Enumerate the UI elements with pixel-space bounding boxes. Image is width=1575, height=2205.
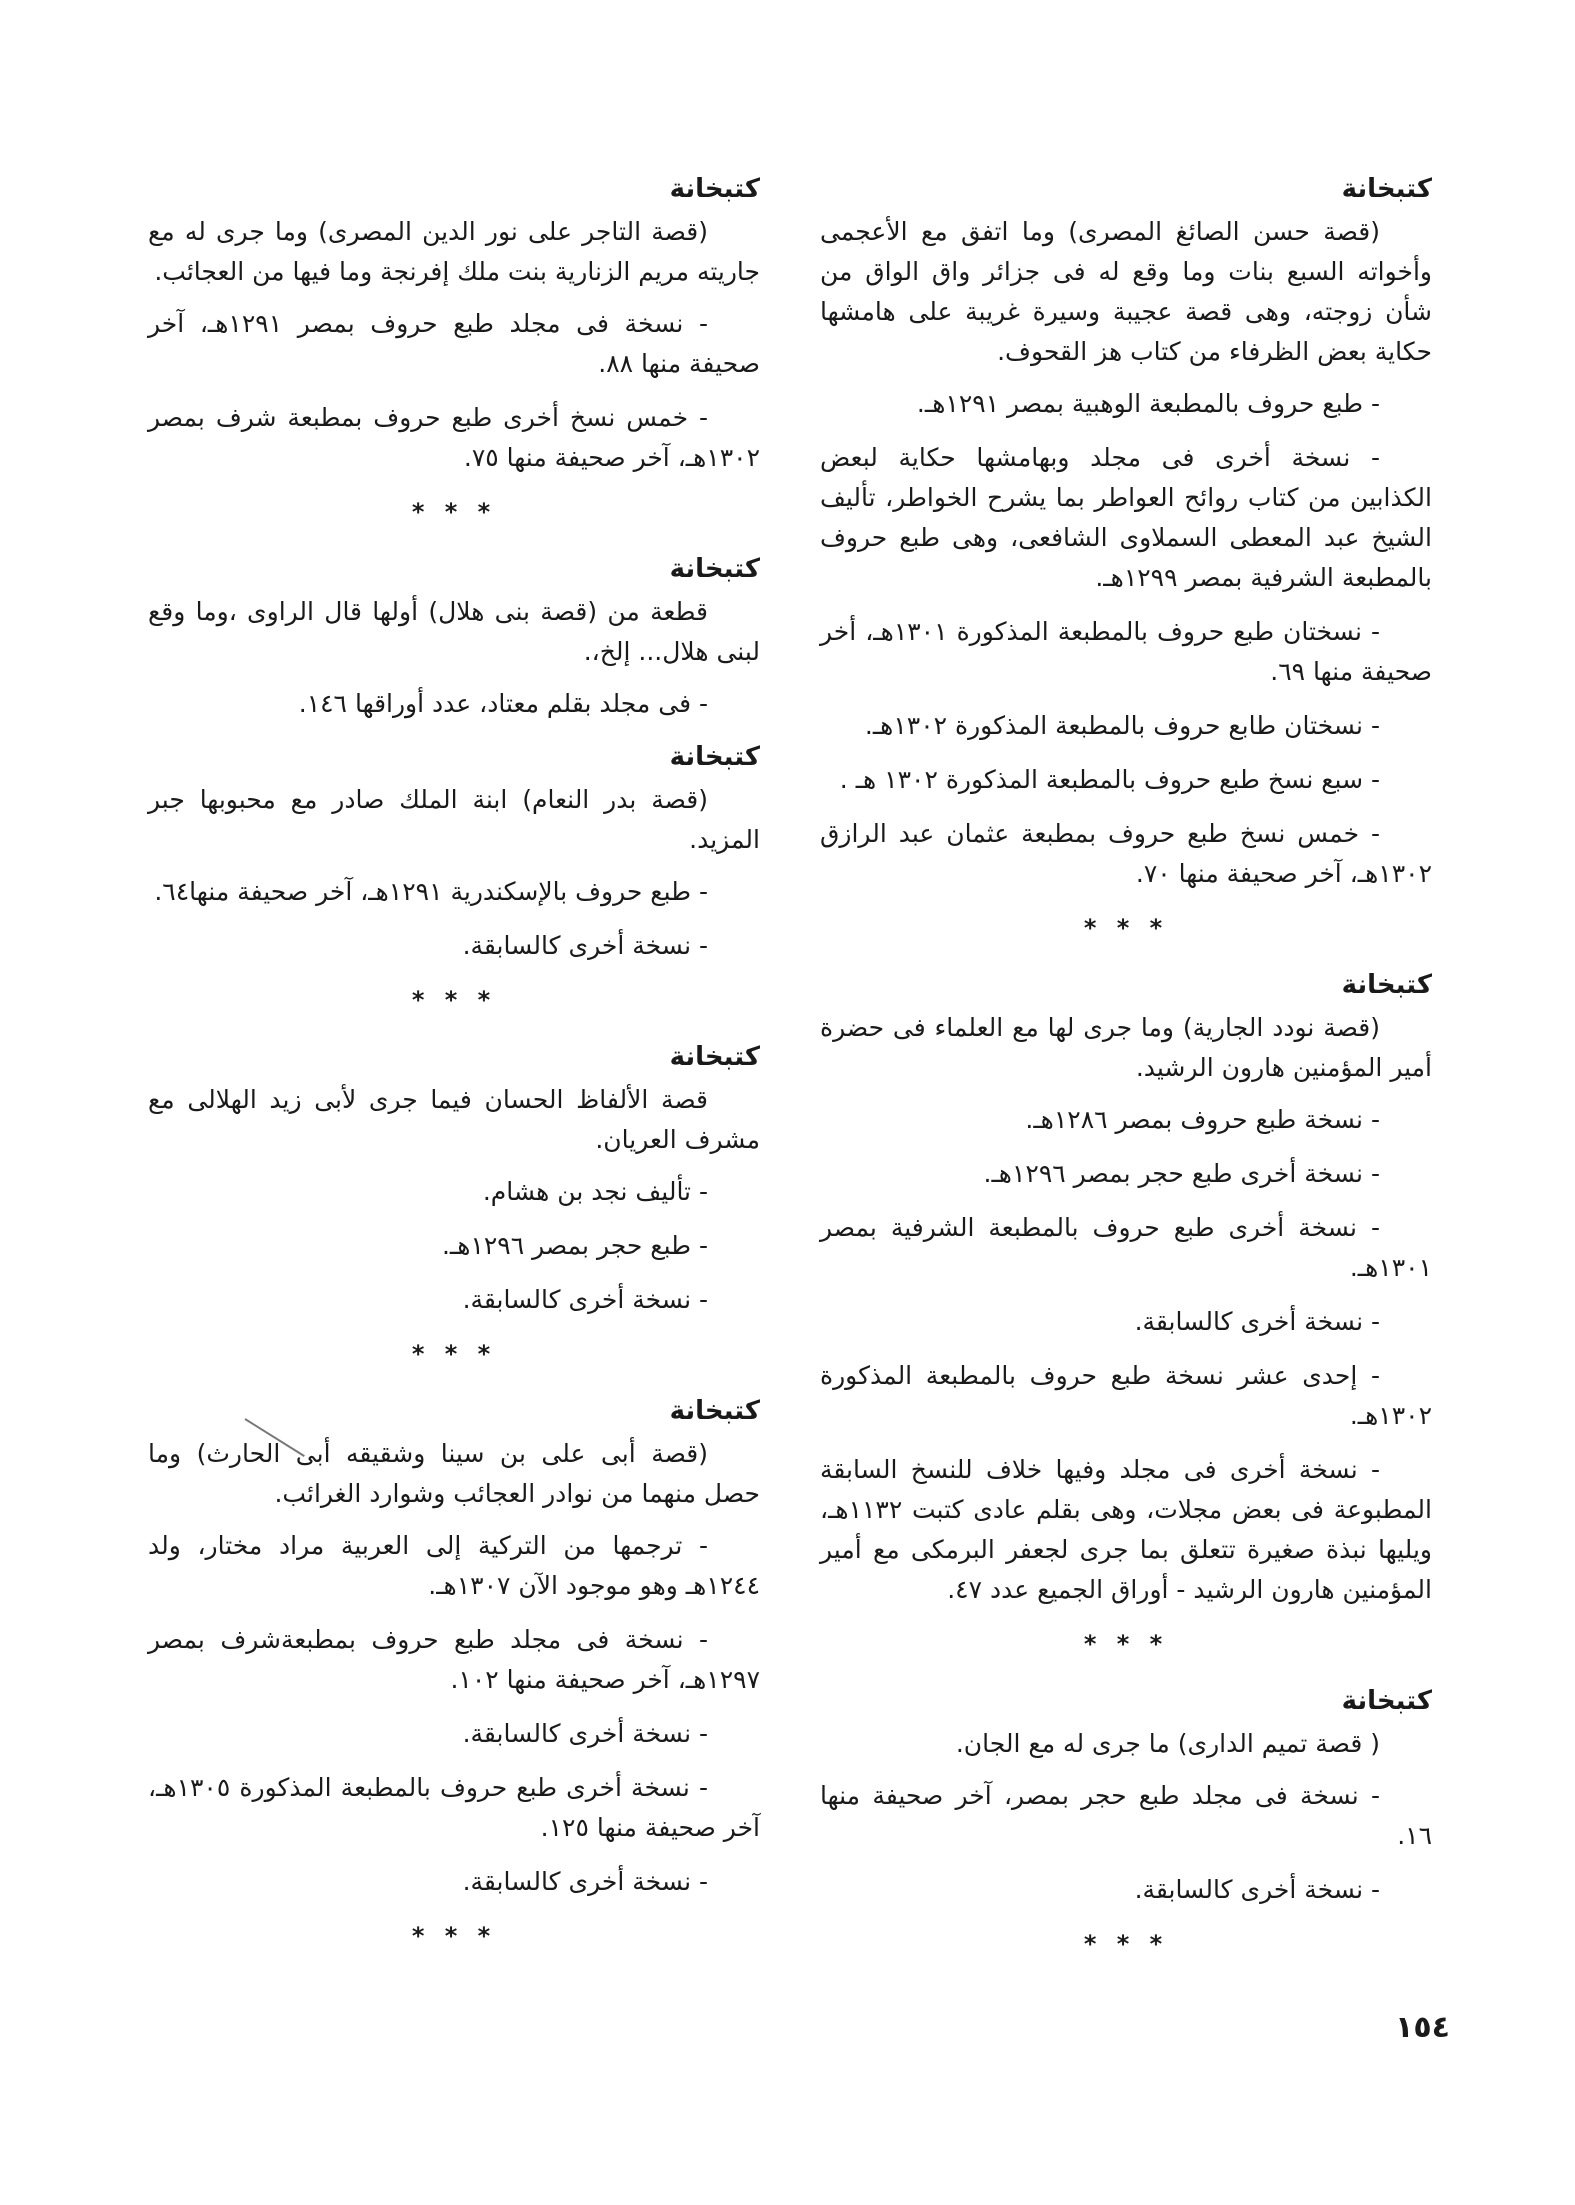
- copy-item: - نسخة أخرى كالسابقة.: [462, 1867, 708, 1896]
- copy-item: - نسخة أخرى كالسابقة.: [462, 1285, 708, 1314]
- entry-heading: كتبخانة: [669, 174, 760, 204]
- entry-description: ( قصة تميم الدارى) ما جرى له مع الجان.: [955, 1729, 1380, 1758]
- catalog-entry: [148, 1038, 760, 1374]
- copy-item: - نسخة فى مجلد طبع حروف بمطبعةشرف بمصر ١٢٩٧هـ، آخر صحيفة منها ١٠٢.: [148, 1625, 760, 1694]
- copy-item: - سبع نسخ طبع حروف بالمطبعة المذكورة ١٣٠٢ هـ .: [839, 765, 1380, 794]
- entry-heading: كتبخانة: [669, 1042, 760, 1072]
- right-column: [820, 170, 1432, 1982]
- copy-item: - نسختان طابع حروف بالمطبعة المذكورة ١٣٠٢هـ.: [864, 711, 1380, 740]
- copy-item: - نسخة أخرى فى مجلد وبهامشها حكاية لبعض الكذابين من كتاب روائح العواطر بما يشرح الخواطر، تأليف الشيخ عبد المعطى السملاوى الشافعى، وهى طبع حروف بالمطبعة الشرفية بمصر ١٢٩٩هـ.: [820, 443, 1432, 592]
- copy-item: - نسختان طبع حروف بالمطبعة المذكورة ١٣٠١هـ، أخر صحيفة منها ٦٩.: [820, 617, 1432, 686]
- entry-description: (قصة أبى على بن سينا وشقيقه أبى الحارث) وما حصل منهما من نوادر العجائب وشوارد الغرائب.: [148, 1439, 760, 1508]
- entry-description: (قصة نودد الجارية) وما جرى لها مع العلماء فى حضرة أمير المؤمنين هارون الرشيد.: [820, 1013, 1432, 1082]
- catalog-entry: [148, 550, 760, 724]
- entry-heading: كتبخانة: [669, 1396, 760, 1426]
- copy-item: - نسخة أخرى فى مجلد وفيها خلاف للنسخ السابقة المطبوعة فى بعض مجلات، وهى بقلم عادى كتبت ١١٣٢هـ، ويليها نبذة صغيرة تتعلق بما جرى لجعفر البرمكى مع أمير المؤمنين هارون الرشيد - أوراق الجميع عدد ٤٧.: [820, 1455, 1432, 1604]
- entry-description: قطعة من (قصة بنى هلال) أولها قال الراوى ،وما وقع لبنى هلال... إلخ،.: [148, 597, 760, 666]
- entry-heading: كتبخانة: [669, 554, 760, 584]
- copy-item: - نسخة فى مجلد طبع حجر بمصر، آخر صحيفة منها ١٦.: [820, 1781, 1432, 1850]
- copy-item: - نسخة أخرى كالسابقة.: [462, 1719, 708, 1748]
- section-separator: * * *: [411, 986, 497, 1014]
- catalog-entry: [820, 1682, 1432, 1964]
- catalog-entry: [148, 170, 760, 532]
- copy-item: - نسخة أخرى طبع حجر بمصر ١٢٩٦هـ.: [983, 1159, 1380, 1188]
- section-separator: * * *: [411, 498, 497, 526]
- entry-description: (قصة حسن الصائغ المصرى) وما اتفق مع الأعجمى وأخواته السبع بنات وما وقع له فى جزائر واق الواق من شأن زوجته، وهى قصة عجيبة وسيرة غريبة على هامشها حكاية بعض الظرفاء من كتاب هز القحوف.: [820, 217, 1432, 366]
- catalog-entry: [148, 1392, 760, 1956]
- section-separator: * * *: [1083, 1630, 1169, 1658]
- section-separator: * * *: [411, 1922, 497, 1950]
- entry-description: (قصة بدر النعام) ابنة الملك صادر مع محبوبها جبر المزيد.: [148, 785, 760, 854]
- entry-description: (قصة التاجر على نور الدين المصرى) وما جرى له مع جاريته مريم الزنارية بنت ملك إفرنجة وما فيها من العجائب.: [148, 217, 760, 286]
- section-separator: * * *: [1083, 1930, 1169, 1958]
- section-separator: * * *: [411, 1340, 497, 1368]
- copy-item: - نسخة فى مجلد طبع حروف بمصر ١٢٩١هـ، آخر صحيفة منها ٨٨.: [148, 309, 760, 378]
- copy-item: - نسخة أخرى كالسابقة.: [1134, 1875, 1380, 1904]
- copy-item: - نسخة أخرى كالسابقة.: [462, 931, 708, 960]
- copy-item: - نسخة أخرى كالسابقة.: [1134, 1307, 1380, 1336]
- copy-item: - خمس نسخ طبع حروف بمطبعة عثمان عبد الرازق ١٣٠٢هـ، آخر صحيفة منها ٧٠.: [820, 819, 1432, 888]
- copy-item: - فى مجلد بقلم معتاد، عدد أوراقها ١٤٦.: [298, 689, 708, 718]
- copy-item: - ترجمها من التركية إلى العربية مراد مختار، ولد ١٢٤٤هـ وهو موجود الآن ١٣٠٧هـ.: [148, 1531, 760, 1600]
- section-separator: * * *: [1083, 914, 1169, 942]
- entry-heading: كتبخانة: [1341, 174, 1432, 204]
- copy-item: - نسخة أخرى طبع حروف بالمطبعة الشرفية بمصر ١٣٠١هـ.: [820, 1213, 1432, 1282]
- page-number: ١٥٤: [1395, 2010, 1450, 2045]
- copy-item: - طبع حروف بالمطبعة الوهبية بمصر ١٢٩١هـ.: [916, 389, 1380, 418]
- entry-heading: كتبخانة: [1341, 970, 1432, 1000]
- copy-item: - تأليف نجد بن هشام.: [482, 1177, 708, 1206]
- entry-heading: كتبخانة: [669, 742, 760, 772]
- entry-heading: كتبخانة: [1341, 1686, 1432, 1716]
- catalog-entry: [148, 738, 760, 1020]
- catalog-entry: [820, 966, 1432, 1664]
- entry-description: قصة الألفاظ الحسان فيما جرى لأبى زيد الهلالى مع مشرف العريان.: [148, 1085, 760, 1154]
- copy-item: - طبع حروف بالإسكندرية ١٢٩١هـ، آخر صحيفة منها٦٤.: [154, 877, 708, 906]
- copy-item: - نسخة طبع حروف بمصر ١٢٨٦هـ.: [1025, 1105, 1380, 1134]
- copy-item: - نسخة أخرى طبع حروف بالمطبعة المذكورة ١٣٠٥هـ، آخر صحيفة منها ١٢٥.: [148, 1773, 760, 1842]
- catalog-entry: [820, 170, 1432, 948]
- left-column: [148, 170, 760, 1974]
- copy-item: - طبع حجر بمصر ١٢٩٦هـ.: [441, 1231, 708, 1260]
- copy-item: - إحدى عشر نسخة طبع حروف بالمطبعة المذكورة ١٣٠٢هـ.: [820, 1361, 1432, 1430]
- copy-item: - خمس نسخ أخرى طبع حروف بمطبعة شرف بمصر ١٣٠٢هـ، آخر صحيفة منها ٧٥.: [148, 403, 760, 472]
